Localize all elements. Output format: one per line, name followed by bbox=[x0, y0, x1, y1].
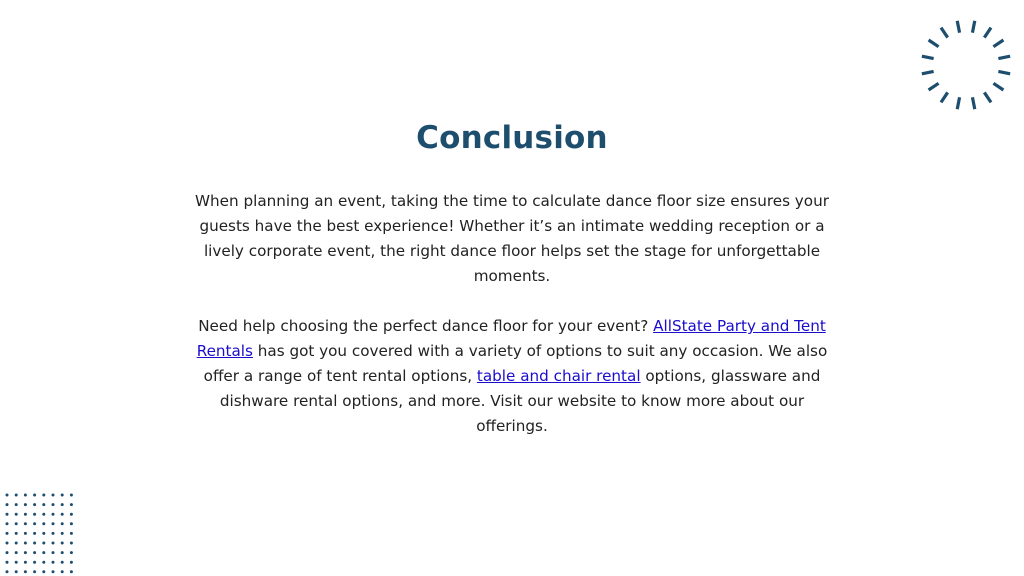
grid-dot bbox=[52, 532, 55, 535]
grid-dot bbox=[15, 522, 18, 525]
grid-dot bbox=[52, 522, 55, 525]
grid-dot bbox=[24, 551, 27, 554]
grid-dot bbox=[42, 561, 45, 564]
grid-dot bbox=[6, 570, 9, 573]
grid-dot bbox=[61, 522, 64, 525]
grid-dot bbox=[33, 532, 36, 535]
grid-dot bbox=[42, 570, 45, 573]
grid-dot bbox=[24, 494, 27, 497]
sunburst-ray bbox=[929, 40, 939, 47]
conclusion-paragraph: When planning an event, taking the time to calculate dance floor size ensures your guests have the best experience! Whether it’s an intimate wedding reception or a lively corporate event, the right dance floor helps set the stage for unforgettable moments. bbox=[195, 192, 829, 285]
offer-text-3: options, glassware and dishware rental options, and more. Visit our website to know more about our offerings. bbox=[219, 367, 821, 435]
grid-dot bbox=[70, 494, 73, 497]
sunburst-ray bbox=[941, 28, 948, 38]
grid-dot bbox=[70, 561, 73, 564]
dot-grid-decoration-icon bbox=[2, 490, 78, 576]
grid-dot bbox=[61, 494, 64, 497]
grid-dot bbox=[52, 513, 55, 516]
sunburst-ray bbox=[957, 21, 959, 33]
table-chair-rental-link[interactable]: table and chair rental bbox=[476, 367, 641, 385]
grid-dot bbox=[42, 551, 45, 554]
grid-dot bbox=[70, 532, 73, 535]
grid-dot bbox=[61, 551, 64, 554]
page-title: Conclusion bbox=[416, 120, 608, 156]
grid-dot bbox=[15, 570, 18, 573]
allstate-link[interactable]: AllState Party and Tent Rentals bbox=[196, 317, 826, 360]
grid-dot bbox=[24, 503, 27, 506]
grid-dot bbox=[70, 503, 73, 506]
grid-dot bbox=[52, 503, 55, 506]
grid-dot bbox=[6, 513, 9, 516]
sunburst-ray bbox=[972, 97, 974, 109]
offer-text-1: Need help choosing the perfect dance floor for your event? bbox=[198, 317, 654, 335]
grid-dot bbox=[6, 522, 9, 525]
sunburst-ray bbox=[922, 71, 934, 73]
grid-dot bbox=[33, 503, 36, 506]
sunburst-ray bbox=[998, 71, 1010, 73]
grid-dot bbox=[6, 494, 9, 497]
grid-dot bbox=[6, 542, 9, 545]
grid-dot bbox=[70, 522, 73, 525]
grid-dot bbox=[42, 522, 45, 525]
grid-dot bbox=[15, 532, 18, 535]
grid-dot bbox=[33, 551, 36, 554]
grid-dot bbox=[6, 503, 9, 506]
grid-dot bbox=[61, 570, 64, 573]
offer-paragraph bbox=[195, 314, 829, 439]
grid-dot bbox=[70, 570, 73, 573]
grid-dot bbox=[6, 551, 9, 554]
grid-dot bbox=[24, 532, 27, 535]
grid-dot bbox=[42, 503, 45, 506]
sunburst-ray bbox=[984, 28, 991, 38]
sunburst-ray bbox=[957, 97, 959, 109]
sunburst-ray bbox=[922, 56, 934, 58]
grid-dot bbox=[52, 551, 55, 554]
grid-dot bbox=[33, 561, 36, 564]
grid-dot bbox=[61, 532, 64, 535]
grid-dot bbox=[70, 551, 73, 554]
grid-dot bbox=[24, 570, 27, 573]
grid-dot bbox=[52, 494, 55, 497]
grid-dot bbox=[61, 503, 64, 506]
grid-dot bbox=[15, 513, 18, 516]
grid-dot bbox=[33, 522, 36, 525]
grid-dot bbox=[15, 542, 18, 545]
grid-dot bbox=[42, 494, 45, 497]
sunburst-ray bbox=[993, 40, 1003, 47]
grid-dot bbox=[52, 570, 55, 573]
grid-dot bbox=[33, 494, 36, 497]
grid-dot bbox=[33, 513, 36, 516]
grid-dot bbox=[24, 522, 27, 525]
offer-text-2: has got you covered with a variety of options to suit any occasion. We also offer a range of tent rental options, bbox=[203, 342, 828, 385]
sunburst-ray bbox=[972, 21, 974, 33]
grid-dot bbox=[15, 551, 18, 554]
grid-dot bbox=[6, 561, 9, 564]
sunburst-ray bbox=[998, 56, 1010, 58]
grid-dot bbox=[70, 542, 73, 545]
grid-dot bbox=[24, 513, 27, 516]
grid-dot bbox=[42, 532, 45, 535]
grid-dot bbox=[70, 513, 73, 516]
sunburst-ray bbox=[941, 92, 948, 102]
grid-dot bbox=[61, 542, 64, 545]
grid-dot bbox=[24, 561, 27, 564]
sunburst-ray bbox=[993, 83, 1003, 90]
sunburst-ray bbox=[984, 92, 991, 102]
grid-dot bbox=[15, 494, 18, 497]
grid-dot bbox=[33, 570, 36, 573]
grid-dot bbox=[33, 542, 36, 545]
grid-dot bbox=[61, 561, 64, 564]
grid-dot bbox=[6, 532, 9, 535]
grid-dot bbox=[61, 513, 64, 516]
grid-dot bbox=[15, 561, 18, 564]
sunburst-ray bbox=[929, 83, 939, 90]
grid-dot bbox=[52, 542, 55, 545]
grid-dot bbox=[15, 503, 18, 506]
grid-dot bbox=[42, 513, 45, 516]
grid-dot bbox=[42, 542, 45, 545]
sunburst-decoration-icon bbox=[920, 19, 1012, 111]
grid-dot bbox=[52, 561, 55, 564]
grid-dot bbox=[24, 542, 27, 545]
